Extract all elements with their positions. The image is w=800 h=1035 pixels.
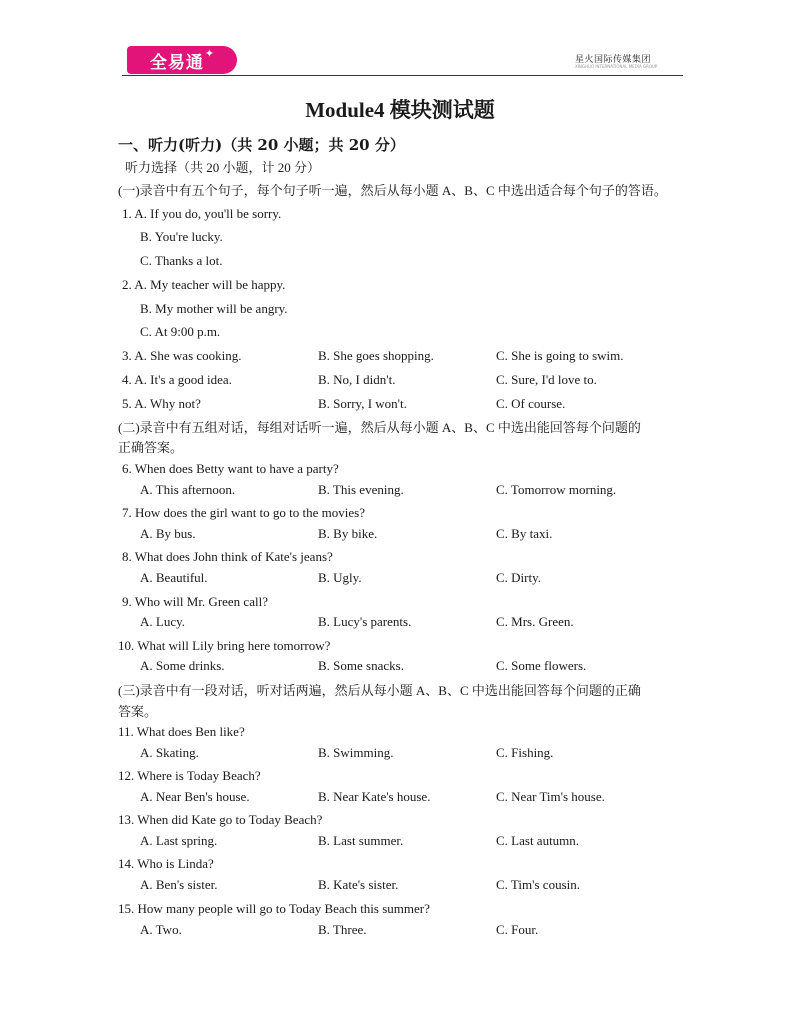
question-7: 7. How does the girl want to go to the movies? bbox=[122, 505, 365, 520]
question-6: 6. When does Betty want to have a party? bbox=[122, 461, 339, 476]
question-5-option-b: B. Sorry, I won't. bbox=[318, 396, 407, 411]
question-5-option-a: 5. A. Why not? bbox=[122, 396, 201, 411]
question-12-option-a: A. Near Ben's house. bbox=[140, 789, 250, 804]
question-10: 10. What will Lily bring here tomorrow? bbox=[118, 638, 331, 653]
question-11: 11. What does Ben like? bbox=[118, 724, 245, 739]
page-title: Module4 模块测试题 bbox=[305, 98, 495, 122]
question-9-option-b: B. Lucy's parents. bbox=[318, 614, 412, 629]
logo-text: 全易通 bbox=[149, 52, 204, 73]
question-12-option-c: C. Near Tim's house. bbox=[496, 789, 605, 804]
question-3-option-a: 3. A. She was cooking. bbox=[122, 348, 242, 363]
publisher-subtitle: XINGHUO INTERNATIONAL MEDIA GROUP bbox=[575, 64, 658, 69]
question-1-option-b: B. You're lucky. bbox=[140, 229, 223, 244]
question-15-option-a: A. Two. bbox=[140, 922, 182, 937]
question-8: 8. What does John think of Kate's jeans? bbox=[122, 549, 333, 564]
part3-instruction-line1: (三)录音中有一段对话，听对话两遍，然后从每小题 A、B、C 中选出能回答每个问题的正确 bbox=[118, 683, 641, 698]
quanyitong-logo bbox=[127, 46, 237, 74]
question-14-option-b: B. Kate's sister. bbox=[318, 877, 399, 892]
question-11-option-c: C. Fishing. bbox=[496, 745, 554, 760]
sparkle-icon: ✦ bbox=[204, 47, 215, 60]
question-4-option-c: C. Sure, I'd love to. bbox=[496, 372, 597, 387]
question-12: 12. Where is Today Beach? bbox=[118, 768, 261, 783]
question-4-option-b: B. No, I didn't. bbox=[318, 372, 396, 387]
question-13-option-a: A. Last spring. bbox=[140, 833, 218, 848]
publisher-name: 星火国际传媒集团 bbox=[575, 55, 652, 65]
question-10-option-c: C. Some flowers. bbox=[496, 658, 587, 673]
part3-instruction-line2: 答案。 bbox=[118, 704, 158, 719]
section-subheading: 听力选择（共 20 小题，计 20 分） bbox=[125, 160, 321, 175]
question-4-option-a: 4. A. It's a good idea. bbox=[122, 372, 232, 387]
question-12-option-b: B. Near Kate's house. bbox=[318, 789, 431, 804]
question-1-option-c: C. Thanks a lot. bbox=[140, 253, 223, 268]
question-3-option-c: C. She is going to swim. bbox=[496, 348, 624, 363]
part1-instruction: (一)录音中有五个句子，每个句子听一遍，然后从每小题 A、B、C 中选出适合每个句子的答语。 bbox=[118, 183, 667, 198]
section-heading: 一、听力(听力)（共 20 小题；共 20 分） bbox=[118, 136, 405, 154]
question-11-option-a: A. Skating. bbox=[140, 745, 199, 760]
question-13: 13. When did Kate go to Today Beach? bbox=[118, 812, 323, 827]
question-10-option-a: A. Some drinks. bbox=[140, 658, 225, 673]
part2-instruction-line1: (二)录音中有五组对话，每组对话听一遍，然后从每小题 A、B、C 中选出能回答每个问题的 bbox=[118, 420, 641, 435]
question-5-option-c: C. Of course. bbox=[496, 396, 566, 411]
question-15-option-b: B. Three. bbox=[318, 922, 367, 937]
question-6-option-b: B. This evening. bbox=[318, 482, 404, 497]
question-6-option-c: C. Tomorrow morning. bbox=[496, 482, 617, 497]
header-rule bbox=[122, 75, 683, 76]
question-7-option-b: B. By bike. bbox=[318, 526, 378, 541]
question-2-option-b: B. My mother will be angry. bbox=[140, 301, 288, 316]
question-7-option-c: C. By taxi. bbox=[496, 526, 553, 541]
question-11-option-b: B. Swimming. bbox=[318, 745, 394, 760]
question-14-option-c: C. Tim's cousin. bbox=[496, 877, 580, 892]
question-15-option-c: C. Four. bbox=[496, 922, 539, 937]
part2-instruction-line2: 正确答案。 bbox=[118, 440, 184, 455]
question-9-option-c: C. Mrs. Green. bbox=[496, 614, 574, 629]
question-15: 15. How many people will go to Today Beach this summer? bbox=[118, 901, 430, 916]
question-9-option-a: A. Lucy. bbox=[140, 614, 186, 629]
question-2-option-c: C. At 9:00 p.m. bbox=[140, 324, 221, 339]
question-14: 14. Who is Linda? bbox=[118, 856, 214, 871]
question-3-option-b: B. She goes shopping. bbox=[318, 348, 434, 363]
question-6-option-a: A. This afternoon. bbox=[140, 482, 236, 497]
question-13-option-b: B. Last summer. bbox=[318, 833, 404, 848]
question-10-option-b: B. Some snacks. bbox=[318, 658, 404, 673]
question-2-option-a: 2. A. My teacher will be happy. bbox=[122, 277, 286, 292]
question-1-option-a: 1. A. If you do, you'll be sorry. bbox=[122, 206, 282, 221]
question-13-option-c: C. Last autumn. bbox=[496, 833, 580, 848]
question-8-option-c: C. Dirty. bbox=[496, 570, 542, 585]
question-14-option-a: A. Ben's sister. bbox=[140, 877, 218, 892]
question-8-option-a: A. Beautiful. bbox=[140, 570, 208, 585]
question-8-option-b: B. Ugly. bbox=[318, 570, 362, 585]
question-9: 9. Who will Mr. Green call? bbox=[122, 594, 268, 609]
question-7-option-a: A. By bus. bbox=[140, 526, 196, 541]
